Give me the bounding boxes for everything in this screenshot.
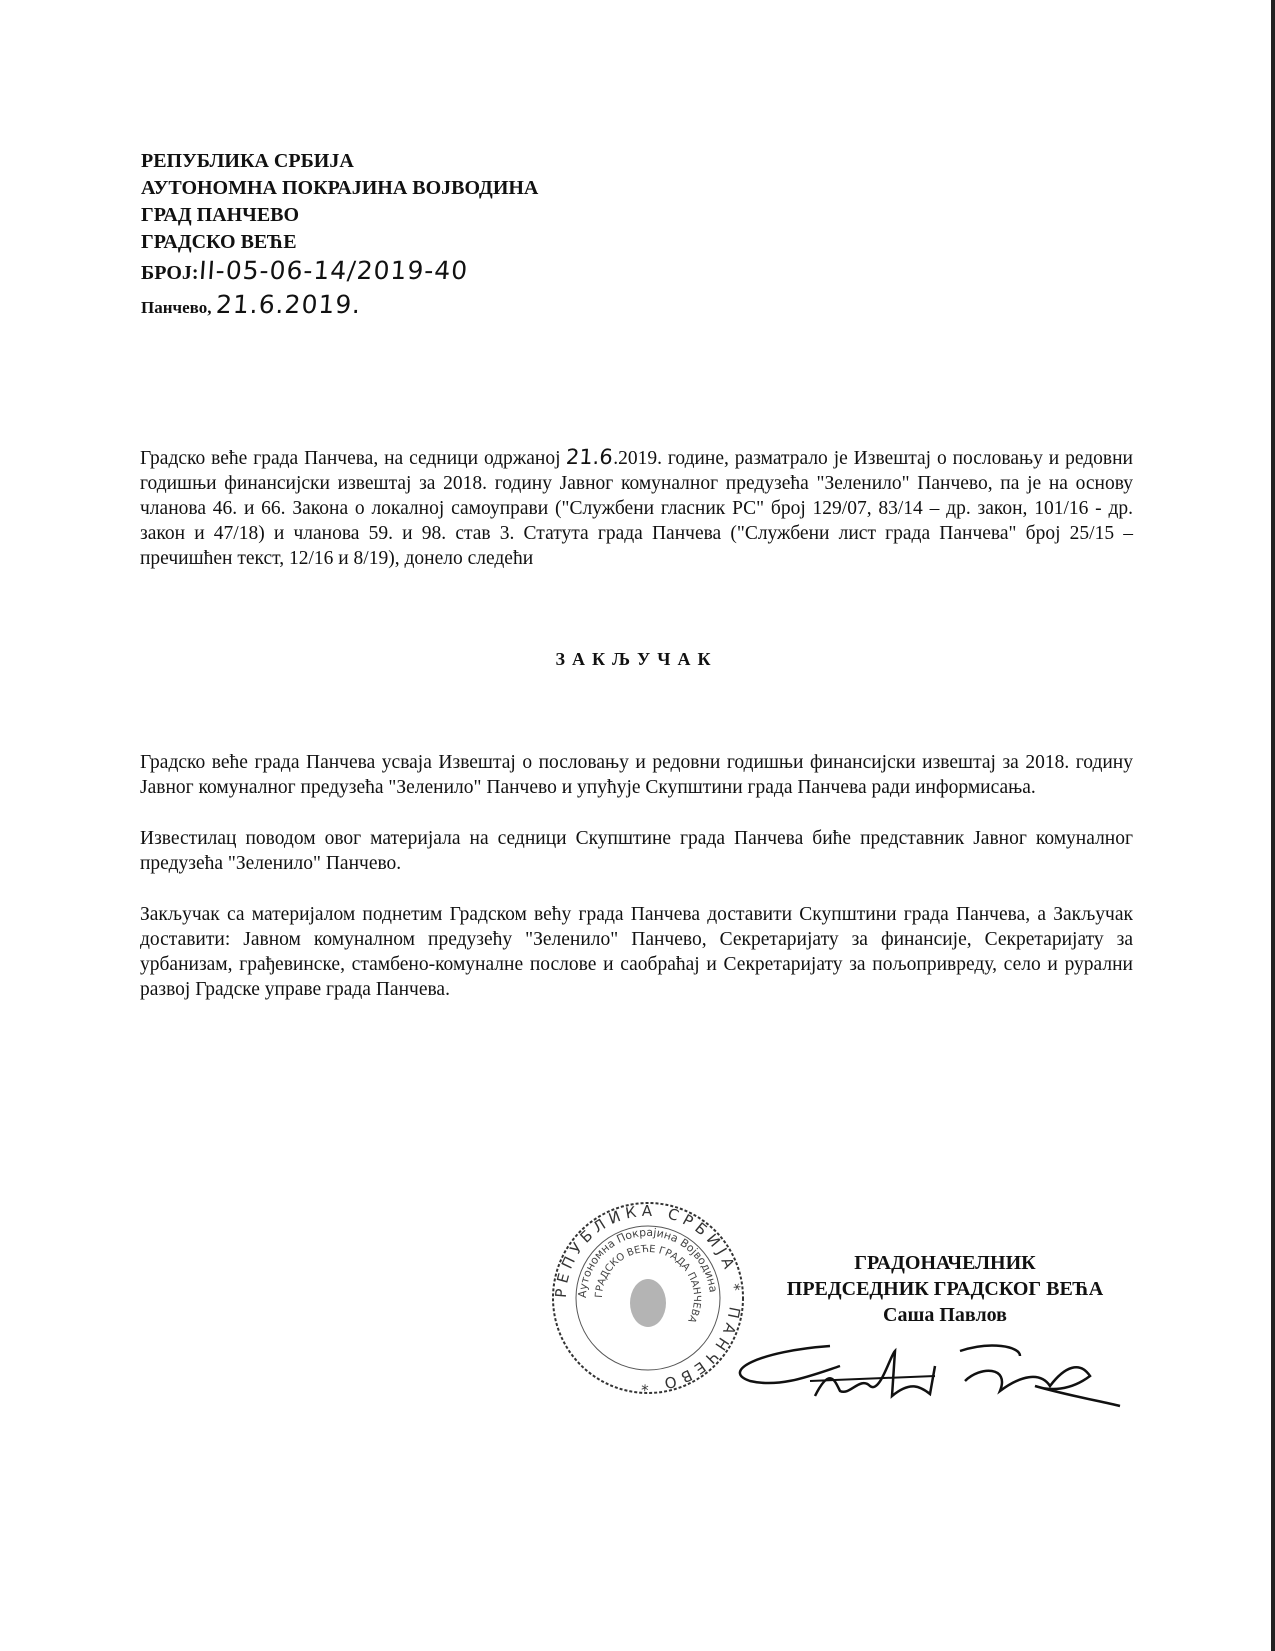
document-header [141,148,538,324]
signature-block [745,1250,1145,1328]
number-label: БРОЈ: [141,262,199,284]
header-line: ГРАДСКО ВЕЋЕ [141,231,297,253]
stamp-outer-text: РЕПУБЛИКА СРБИЈА * ПАНЧЕВО * [551,1201,745,1395]
stamp-inner-text: ГРАДСКО ВЕЋЕ ГРАДА ПАНЧЕВА [593,1243,703,1325]
header-line: АУТОНОМНА ПОКРАЈИНА ВОЈВОДИНА [141,177,539,199]
scan-edge [1271,0,1275,1651]
number-value: II-05-06-14/2019-40 [197,256,469,285]
intro-text: Градско веће града Панчева, на седници одржаној [140,448,561,469]
intro-text-rest: .2019. године, разматрало је Извештај о пословању и редовни годишњи финансијски извештај за 2018. годину Јавног комуналног предузећа "Зеленило" Панчево, па је на основу чланова 46. и 66. Закона о локалној самоуправи ("Службени гласник РС" број 129/07, 83/14 – др. закон, 101/16 - др. закон и 47/18) и чланова 59. и 98. став 3. Статута града Панчева ("Службени лист града Панчева" број 25/15 – пречишћен текст, 12/16 и 8/19), донело следећи [140,448,1133,569]
stamp-middle-text: Аутономна Покрајина Војводина [575,1225,720,1299]
delivery-paragraph: Закључак са материјалом поднетим Градском већу града Панчева доставити Скупштини града Панчева, а Закључак доставити: Јавном комуналном предузећу "Зеленило" Панчево, Секретаријату за финансије, Секретаријату за урбанизам, грађевинске, стамбено-комуналне послове и саобраћај и Секретаријату за пољопривреду, село и рурални развој Градске управе града Панчева. [140,904,1133,1000]
header-line: ГРАД ПАНЧЕВО [141,204,300,226]
session-date-handwritten: 21.6 [565,445,615,469]
conclusion-paragraph: Градско веће града Панчева усваја Извештај о пословању и редовни годишњи финансијски извештај за 2018. годину Јавног комуналног предузећа "Зеленило" Панчево и упућује Скупштини града Панчева ради информисања. [140,752,1133,798]
document-number [141,256,538,290]
place-date: 21.6.2019. [215,290,363,319]
document-title: ЗАКЉУЧАК [555,649,718,669]
coat-of-arms-icon [630,1279,666,1327]
document-body [140,446,1133,1002]
place-label: Панчево, [141,298,212,317]
signatory-title-2: ПРЕДСЕДНИК ГРАДСКОГ ВЕЋА [786,1278,1104,1300]
handwritten-signature [720,1336,1140,1416]
header-line: РЕПУБЛИКА СРБИЈА [141,150,354,172]
document-place-date [141,290,538,324]
official-stamp [548,1198,748,1398]
signatory-title: ГРАДОНАЧЕЛНИК [854,1252,1036,1274]
intro-paragraph [140,446,1133,571]
signatory-name: Саша Павлов [883,1304,1007,1326]
rapporteur-paragraph: Известилац поводом овог материјала на седници Скупштине града Панчева биће представник Јавног комуналног предузећа "Зеленило" Панчево. [140,828,1133,874]
